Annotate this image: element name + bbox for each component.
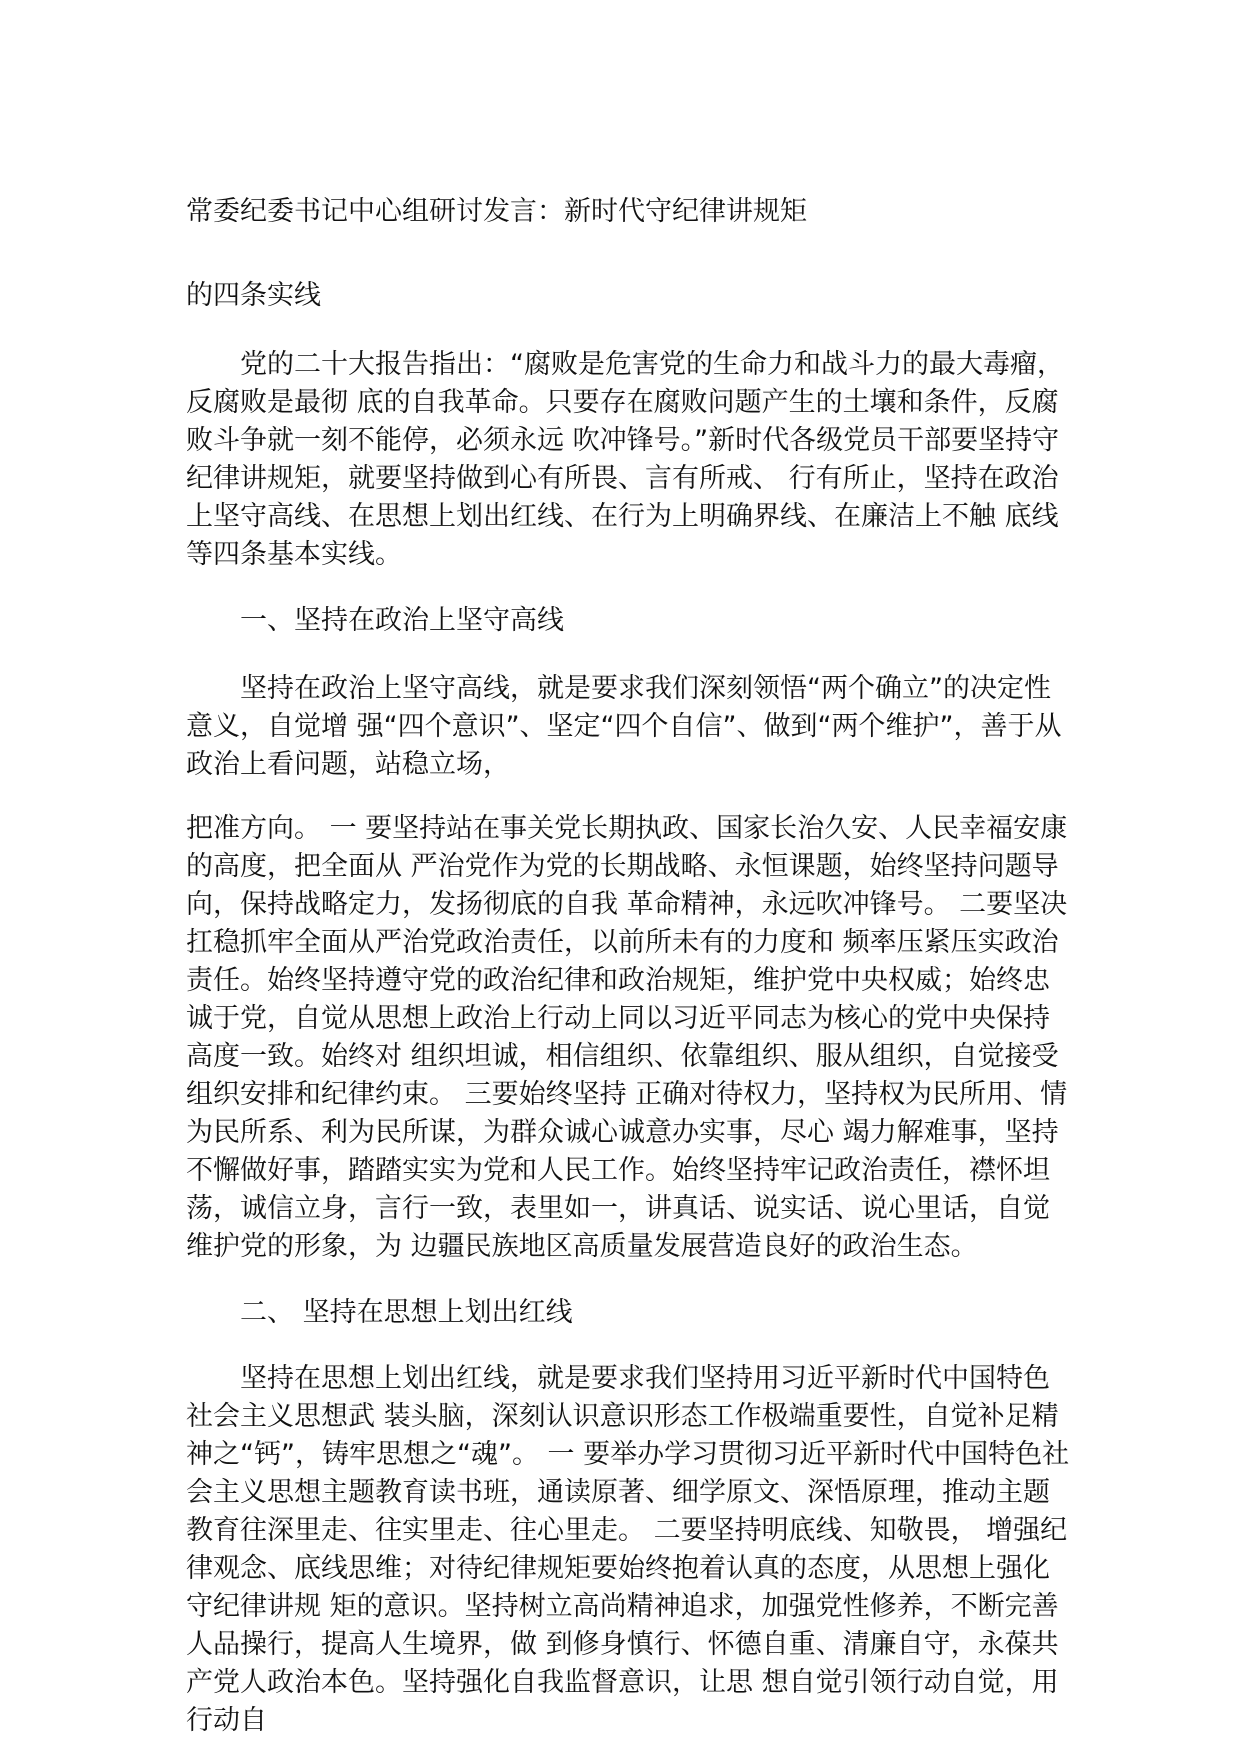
section-heading-2: 二、 坚持在思想上划出红线	[240, 1297, 573, 1328]
document-title-line-1: 常委纪委书记中心组研讨发言：新时代守纪律讲规矩	[186, 196, 807, 227]
document-title-line-2: 的四条实线	[186, 280, 321, 311]
document-body	[186, 196, 1070, 1740]
paragraph-section-1-body: 把准方向。 一 要坚持站在事关党长期执政、国家长治久安、人民幸福安康的高度，把全面从 严治党作为党的长期战略、永恒课题，始终坚持问题导向，保持战略定力，发扬彻底的自我 革命精神，永远吹冲锋号。 二要坚决扛稳抓牢全面从严治党政治责任，以前所未有的力度和 频率压紧压实政治责任。始终坚持遵守党的政治纪律和政治规矩，维护党中央权威；始终忠 诚于党，自觉从思想上政治上行动上同以习近平同志为核心的党中央保持高度一致。始终对 组织坦诚，相信组织、依靠组织、服从组织，自觉接受组织安排和纪律约束。 三要始终坚持 正确对待权力，坚持权为民所用、情为民所系、利为民所谋，为群众诚心诚意办实事，尽心 竭力解难事，坚持不懈做好事，踏踏实实为党和人民工作。始终坚持牢记政治责任，襟怀坦荡，诚信立身，言行一致，表里如一，讲真话、说实话、说心里话，自觉维护党的形象，为 边疆民族地区高质量发展营造良好的政治生态。	[186, 813, 1068, 1262]
paragraph-section-1-intro: 坚持在政治上坚守高线，就是要求我们深刻领悟“两个确立”的决定性意义，自觉增 强“四个意识”、坚定“四个自信”、做到“两个维护”，善于从政治上看问题，站稳立场，	[186, 673, 1062, 780]
section-heading-1: 一、坚持在政治上坚守高线	[240, 605, 564, 636]
paragraph-intro: 党的二十大报告指出：“腐败是危害党的生命力和战斗力的最大毒瘤，反腐败是最彻 底的自我革命。只要存在腐败问题产生的土壤和条件，反腐败斗争就一刻不能停，必须永远 吹冲锋号。”新时代各级党员干部要坚持守纪律讲规矩，就要坚持做到心有所畏、言有所戒、 行有所止，坚持在政治上坚守高线、在思想上划出红线、在行为上明确界线、在廉洁上不触 底线等四条基本实线。	[186, 349, 1064, 570]
paragraph-section-2-body: 坚持在思想上划出红线，就是要求我们坚持用习近平新时代中国特色社会主义思想武 装头脑，深刻认识意识形态工作极端重要性，自觉补足精神之“钙”，铸牢思想之“魂”。 一 要举办学习贯彻习近平新时代中国特色社会主义思想主题教育读书班，通读原著、细学原文、深悟原理，推动主题教育往深里走、往实里走、往心里走。 二要坚持明底线、知敬畏， 增强纪律观念、底线思维；对待纪律规矩要始终抱着认真的态度，从思想上强化守纪律讲规 矩的意识。坚持树立高尚精神追求，加强党性修养，不断完善人品操行，提高人生境界，做 到修身慎行、怀德自重、清廉自守，永葆共产党人政治本色。坚持强化自我监督意识，让思 想自觉引领行动自觉，用行动自	[186, 1363, 1070, 1736]
